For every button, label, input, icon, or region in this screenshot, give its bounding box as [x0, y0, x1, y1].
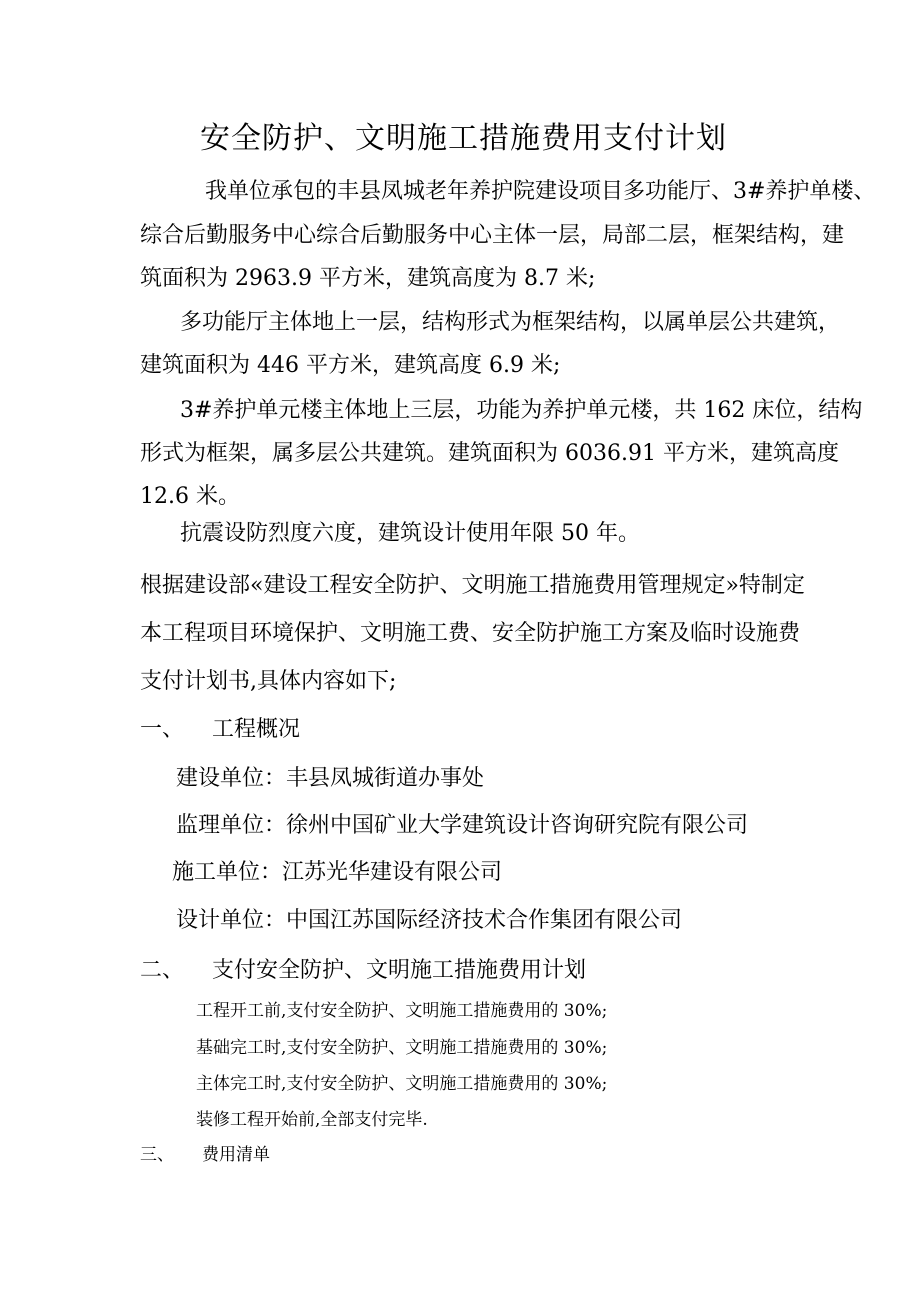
page-title: 安全防护、文明施工措施费用支付计划: [200, 121, 727, 156]
payment-plan-item: 主体完工时,支付安全防护、文明施工措施费用的 30%;: [196, 1074, 608, 1094]
intro-p1-line3: 筑面积为 2963.9 平方米，建筑高度为 8.7 米;: [140, 266, 596, 291]
builder-unit: 施工单位：江苏光华建设有限公司: [172, 860, 503, 885]
intro-p4: 抗震设防烈度六度，建筑设计使用年限 50 年。: [180, 521, 640, 546]
section3-heading-row: [140, 1140, 270, 1165]
supervision-unit: 监理单位：徐州中国矿业大学建筑设计咨询研究院有限公司: [176, 813, 749, 838]
section1-heading: 工程概况: [212, 717, 301, 742]
intro-p2-line2: 建筑面积为 446 平方米，建筑高度 6.9 米;: [140, 353, 561, 378]
payment-plan-item: 基础完工时,支付安全防护、文明施工措施费用的 30%;: [196, 1038, 608, 1058]
intro-p1-line1: 我单位承包的丰县凤城老年养护院建设项目多功能厅、3#养护单楼、: [205, 179, 876, 204]
intro-p5-line3: 支付计划书,具体内容如下;: [140, 669, 397, 694]
section1-number: 一、: [140, 717, 185, 742]
design-unit: 设计单位：中国江苏国际经济技术合作集团有限公司: [176, 908, 683, 933]
intro-p2-line1: 多功能厅主体地上一层，结构形式为框架结构，以属单层公共建筑，: [180, 310, 841, 335]
payment-plan-item: 工程开工前,支付安全防护、文明施工措施费用的 30%;: [196, 1001, 608, 1021]
section3-number: 三、: [140, 1145, 174, 1165]
payment-plan-item: 装修工程开始前,全部支付完毕.: [196, 1110, 428, 1130]
intro-p5-line1: 根据建设部«建设工程安全防护、文明施工措施费用管理规定»特制定: [140, 573, 805, 598]
section2-heading-row: [140, 953, 586, 984]
intro-p3-line3: 12.6 米。: [140, 484, 240, 509]
intro-p3-line2: 形式为框架，属多层公共建筑。建筑面积为 6036.91 平方米，建筑高度: [140, 441, 839, 466]
intro-p3-line1: 3#养护单元楼主体地上三层，功能为养护单元楼，共 162 床位，结构: [180, 398, 863, 423]
section2-heading: 支付安全防护、文明施工措施费用计划: [212, 958, 587, 983]
construction-unit: 建设单位：丰县凤城街道办事处: [176, 766, 485, 791]
section1-heading-row: [140, 712, 300, 743]
section2-number: 二、: [140, 958, 185, 983]
section3-heading: 费用清单: [202, 1145, 270, 1165]
intro-p5-line2: 本工程项目环境保护、文明施工费、安全防护施工方案及临时设施费: [140, 621, 801, 646]
intro-p1-line2: 综合后勤服务中心综合后勤服务中心主体一层，局部二层，框架结构，建: [140, 223, 845, 248]
